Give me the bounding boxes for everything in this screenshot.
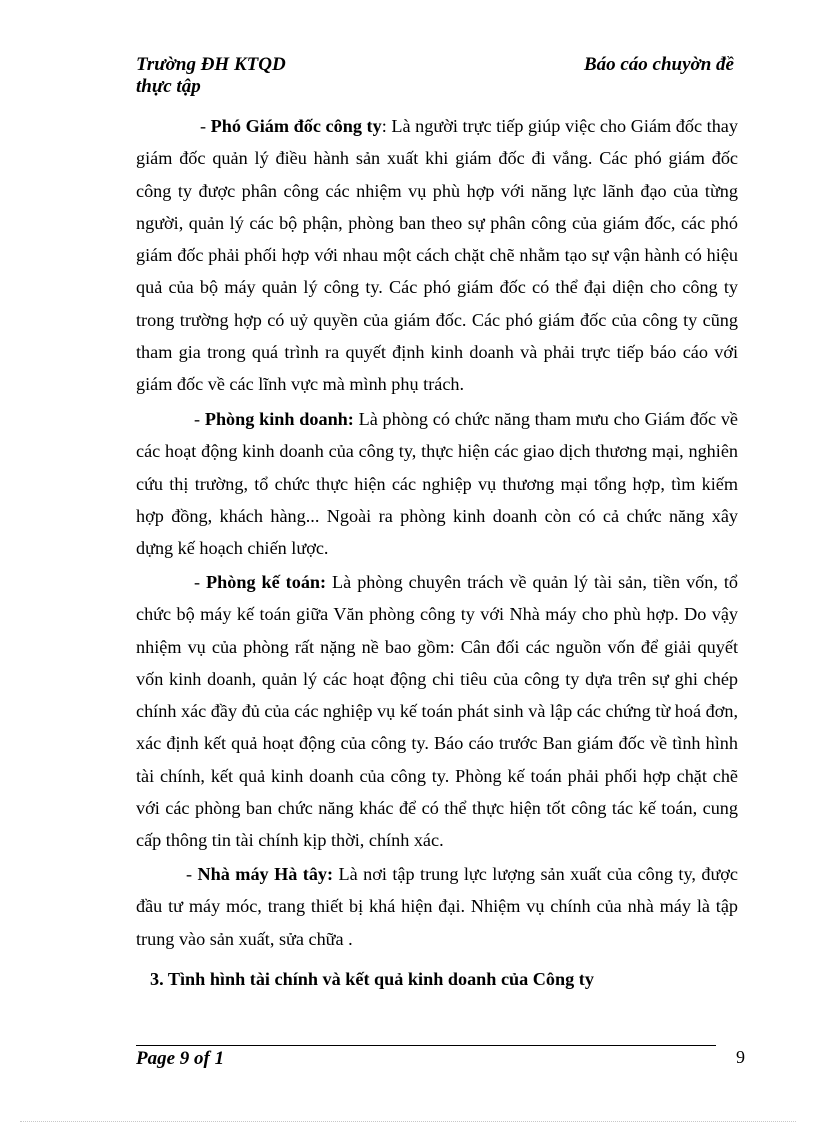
paragraph-heading: Phòng kế toán: (206, 572, 327, 592)
paragraph-factory (136, 858, 738, 955)
header-right: Báo cáo chuyờn đề (583, 54, 734, 75)
paragraph-business-dept (136, 403, 738, 564)
paragraph-text: Là phòng chuyên trách về quản lý tài sản, tiền vốn, tổ chức bộ máy kế toán giữa Văn phòng công ty với Nhà máy cho phù hợp. Do vậy nhiệm vụ của phòng rất nặng nề bao gồm: Cân đối các nguồn vốn để giải quyết vốn kinh doanh, quản lý các hoạt động chi tiêu của công ty dựa trên sự ghi chép chính xác đầy đủ của các nghiệp vụ kế toán phát sinh và lập các chứng từ hoá đơn, xác định kết quả hoạt động của công ty. Báo cáo trước Ban giám đốc về tình hình tài chính, kết quả kinh doanh của công ty. Phòng kế toán phải phối hợp chặt chẽ với các phòng ban chức năng khác để có thể thực hiện tốt công tác kế toán, cung cấp thông tin tài chính kịp thời, chính xác. (136, 572, 739, 851)
paragraph-accounting-dept (136, 566, 738, 857)
page-bottom-edge (20, 1121, 796, 1122)
footer-page-label: Page 9 of 1 (136, 1048, 225, 1069)
paragraph-lead: - (200, 116, 211, 136)
paragraph-text: Là phòng có chức năng tham mưu cho Giám đốc về các hoạt động kinh doanh của công ty, thực hiện các giao dịch thương mại, nghiên cứu thị trường, tổ chức thực hiện các nghiệp vụ thương mại tổng hợp, tìm kiếm hợp đồng, khách hàng... Ngoài ra phòng kinh doanh còn có cả chức năng xây dựng kế hoạch chiến lược. (136, 409, 739, 559)
paragraph-heading: Nhà máy Hà tây: (197, 864, 334, 884)
footer-divider (136, 1045, 716, 1046)
paragraph-lead: - (186, 864, 198, 884)
paragraph-lead: - (194, 572, 207, 592)
paragraph-deputy-director (136, 110, 738, 401)
paragraph-heading: Phó Giám đốc công ty (210, 116, 382, 136)
paragraph-text: Là nơi tập trung lực lượng sản xuất của công ty, được đầu tư máy móc, trang thiết bị khá hiện đại. Nhiệm vụ chính của nhà máy là tập trung vào sản xuất, sửa chữa . (136, 864, 738, 949)
header-subtitle: thực tập (136, 76, 201, 97)
header-left (136, 54, 396, 98)
section-heading: 3. Tình hình tài chính và kết quả kinh doanh của Công ty (150, 969, 594, 989)
footer-page-number: 9 (736, 1047, 745, 1067)
paragraph-heading: Phòng kinh doanh: (204, 409, 354, 429)
header-school: Trường ĐH KTQD (136, 54, 286, 75)
paragraph-lead: - (194, 409, 205, 429)
paragraph-text: : Là người trực tiếp giúp việc cho Giám đốc thay giám đốc quản lý điều hành sản xuất khi giám đốc đi vắng. Các phó giám đốc công ty được phân công các nhiệm vụ phù hợp với năng lực lãnh đạo của từng người, quản lý các bộ phận, phòng ban theo sự phân công của giám đốc, các phó giám đốc phải phối hợp với nhau một cách chặt chẽ nhằm tạo sự vận hành có hiệu quả của bộ máy quản lý công ty. Các phó giám đốc có thể đại diện cho công ty trong trường hợp có uỷ quyền của giám đốc. Các phó giám đốc của công ty cũng tham gia trong quá trình ra quyết định kinh doanh và phải trực tiếp báo cáo với giám đốc về các lĩnh vực mà mình phụ trách. (136, 116, 738, 395)
